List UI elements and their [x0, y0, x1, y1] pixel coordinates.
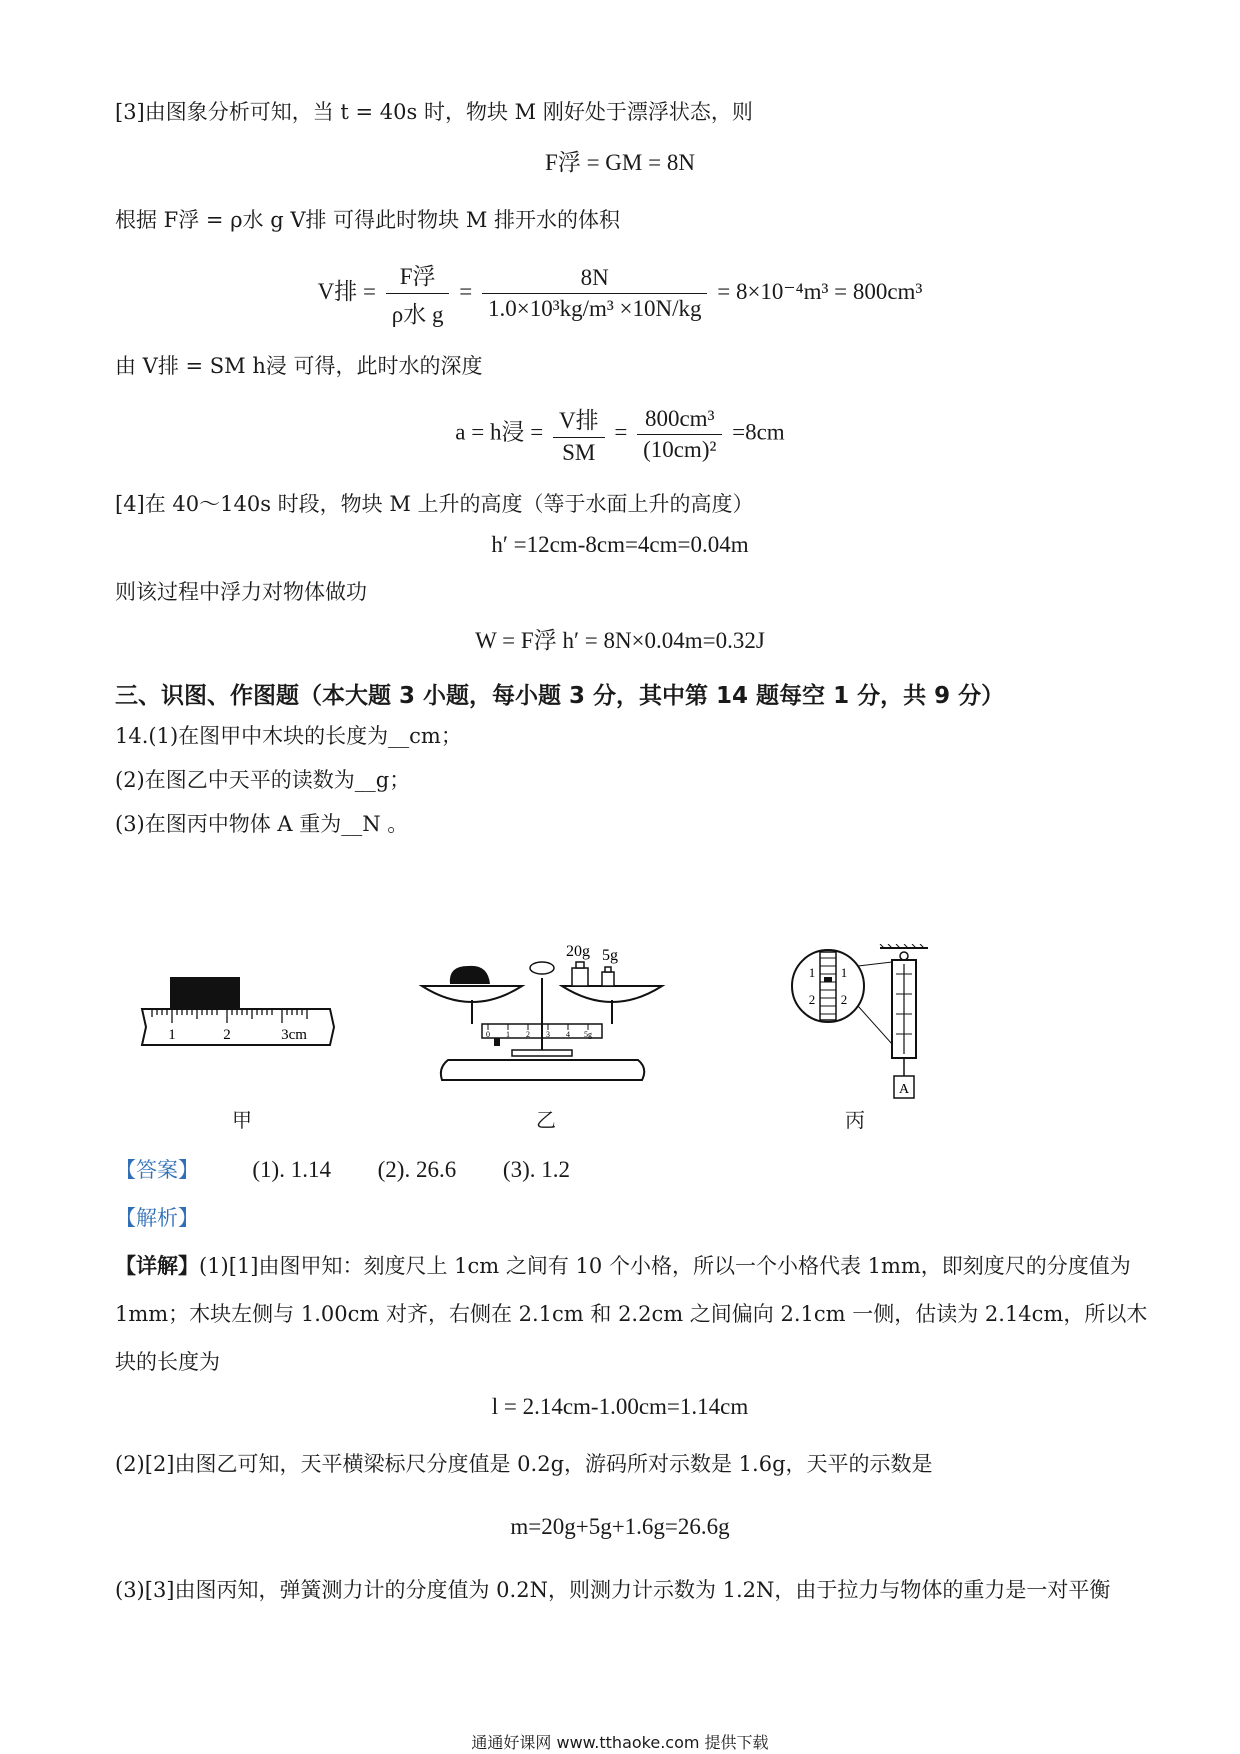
eq2-frac1 — [386, 258, 450, 329]
analysis-tag: 【解析】 — [115, 1206, 199, 1230]
answer-tag: 【答案】 — [115, 1158, 199, 1182]
eq3-frac2 — [637, 406, 722, 463]
balance-scale-label: 5g — [584, 1030, 592, 1039]
balance-object — [450, 966, 490, 984]
eq3-frac2-den: (10cm)² — [643, 436, 717, 462]
s3-eq3 — [0, 402, 1240, 466]
balance-scale-label: 0 — [486, 1030, 490, 1039]
balance-pointer-head — [530, 962, 554, 974]
answer-line — [115, 1154, 1135, 1184]
balance-figure — [412, 938, 672, 1098]
scale-mark: 2 — [808, 992, 816, 1007]
eq3-frac1-den: SM — [562, 440, 596, 465]
scale-mark: 1 — [840, 965, 848, 980]
figure-caption-yi: 乙 — [536, 1108, 556, 1132]
balance-pan-right — [562, 986, 662, 1002]
eq3-frac1 — [553, 402, 605, 466]
balance-pan-left — [422, 986, 522, 1002]
balance-scale-label: 4 — [566, 1030, 570, 1039]
section-heading: 三、识图、作图题（本大题 3 小题，每小题 3 分，其中第 14 题每空 1 分，共 9 分） — [115, 683, 1005, 709]
eq2-frac2-den: 1.0×10³kg/m³ ×10N/kg — [487, 296, 702, 321]
ruler-tick-label: 1 — [168, 1027, 176, 1043]
answer-item: (3). 1.2 — [502, 1157, 570, 1182]
eq2-frac1-den: ρ水 g — [391, 302, 444, 327]
eq2-frac2 — [482, 265, 708, 322]
detail-p2: (2)[2]由图乙可知，天平横梁标尺分度值是 0.2g，游码所对示数是 1.6g，天平的示数是 — [115, 1452, 933, 1476]
s3-line2: 根据 F浮 = ρ水 g V排 可得此时物块 M 排开水的体积 — [115, 208, 621, 232]
footer: 通通好课网 www.tthaoke.com 提供下载 — [471, 1733, 769, 1752]
spring-scale-figure — [788, 944, 938, 1104]
detail-p1-text: (1)[1]由图甲知：刻度尺上 1cm 之间有 10 个小格，所以一个小格代表 1mm，即刻度尺的分度值为 — [199, 1254, 1131, 1278]
balance-base — [441, 1060, 644, 1080]
eq2-lhs: V排 = — [317, 278, 376, 304]
s3-intro: [3]由图象分析可知，当 t = 40s 时，物块 M 刚好处于漂浮状态，则 — [115, 100, 753, 124]
detail-eq1: l = 2.14cm-1.00cm=1.14cm — [491, 1394, 749, 1419]
q14-part1: 14.(1)在图甲中木块的长度为__cm； — [115, 724, 462, 748]
figure-caption-bing: 丙 — [845, 1108, 865, 1132]
eq3-frac2-num: 800cm³ — [637, 406, 722, 435]
eq2-rhs: = 8×10⁻⁴m³ = 800cm³ — [717, 278, 923, 304]
eq3-equals: = — [614, 419, 628, 445]
s4-line2: 则该过程中浮力对物体做功 — [115, 580, 367, 604]
weight-label: 5g — [602, 947, 618, 964]
balance-scale-label: 3 — [546, 1030, 550, 1039]
detail-eq2: m=20g+5g+1.6g=26.6g — [510, 1514, 730, 1539]
eq3-rhs: =8cm — [732, 419, 785, 445]
detail-p1c: 块的长度为 — [115, 1350, 220, 1374]
weight-label: 20g — [566, 943, 590, 960]
weight-5g — [602, 972, 614, 986]
detail-tag: 【详解】 — [115, 1253, 199, 1278]
eq3-frac1-num: V排 — [553, 402, 605, 438]
ruler-tick-label: 3cm — [281, 1027, 307, 1043]
scale-mark: 2 — [840, 992, 848, 1007]
detail-p1 — [115, 1250, 1135, 1280]
eq2-frac1-num: F浮 — [386, 258, 450, 294]
s4-eq1: h′ =12cm-8cm=4cm=0.04m — [491, 532, 749, 557]
s3-eq1: F浮 = GM = 8N — [545, 150, 695, 175]
balance-rider — [494, 1038, 500, 1046]
answer-item: (1). 1.14 — [252, 1157, 331, 1182]
detail-p3: (3)[3]由图丙知，弹簧测力计的分度值为 0.2N，则测力计示数为 1.2N，由于拉力与物体的重力是一对平衡 — [115, 1578, 1111, 1602]
pointer — [824, 977, 832, 982]
weight-20g — [572, 968, 588, 986]
scale-mark: 1 — [808, 965, 816, 980]
eq3-lhs: a = h浸 = — [455, 419, 544, 445]
ruler-figure — [138, 975, 338, 1055]
q14-part2: (2)在图乙中天平的读数为__g； — [115, 768, 411, 792]
eq2-equals: = — [459, 278, 473, 304]
s3-line3: 由 V排 = SM h浸 可得，此时水的深度 — [115, 354, 483, 378]
ruler-tick-label: 2 — [223, 1027, 231, 1043]
wood-block — [170, 977, 240, 1009]
balance-scale-label: 1 — [506, 1030, 510, 1039]
object-a-label: A — [898, 1082, 910, 1097]
q14-part3: (3)在图丙中物体 A 重为__N 。 — [115, 812, 409, 836]
s4-eq2: W = F浮 h′ = 8N×0.04m=0.32J — [475, 628, 765, 653]
figure-caption-jia: 甲 — [232, 1108, 252, 1132]
detail-p1b: 1mm；木块左侧与 1.00cm 对齐，右侧在 2.1cm 和 2.2cm 之间偏向 2.1cm 一侧，估读为 2.14cm，所以木 — [115, 1302, 1148, 1326]
s4-intro: [4]在 40～140s 时段，物块 M 上升的高度（等于水面上升的高度） — [115, 492, 754, 516]
balance-stand — [512, 1050, 572, 1056]
s3-eq2 — [0, 258, 1240, 329]
balance-scale-label: 2 — [526, 1030, 530, 1039]
eq2-frac2-num: 8N — [482, 265, 708, 294]
answer-item: (2). 26.6 — [377, 1157, 457, 1182]
